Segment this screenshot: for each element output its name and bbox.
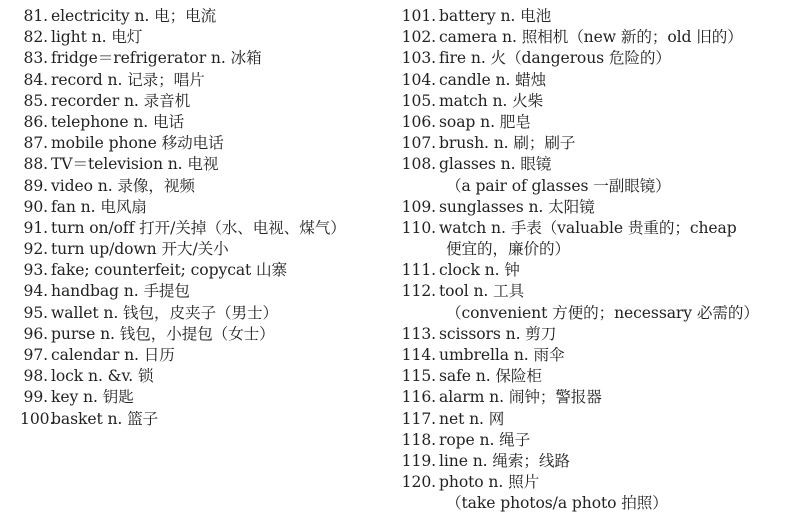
entry-text: battery n. 电池 bbox=[439, 7, 552, 25]
entry-continuation: （take photos/a photo 拍照） bbox=[446, 494, 668, 513]
vocab-entry bbox=[400, 324, 796, 345]
entry-text: fan n. 电风扇 bbox=[51, 197, 147, 216]
entry-text: match n. 火柴 bbox=[439, 91, 544, 110]
entry-text: tool n. 工具 bbox=[439, 282, 525, 301]
entry-text: candle n. 蜡烛 bbox=[439, 70, 547, 89]
entry-text: scissors n. 剪刀 bbox=[439, 324, 557, 343]
entry-number: 100. bbox=[20, 409, 55, 428]
vocab-entry bbox=[400, 366, 796, 387]
vocab-entry bbox=[400, 218, 796, 239]
entry-number: 118. bbox=[401, 430, 436, 449]
vocab-entry bbox=[20, 303, 400, 324]
entry-number: 114. bbox=[401, 346, 436, 364]
vocab-entry bbox=[400, 154, 796, 175]
entry-number: 96. bbox=[23, 324, 48, 343]
vocab-entry bbox=[20, 281, 400, 302]
entry-number: 110. bbox=[401, 218, 436, 237]
vocab-entry bbox=[20, 6, 400, 27]
entry-number: 109. bbox=[401, 197, 436, 216]
entry-number: 85. bbox=[23, 91, 48, 110]
entry-text: sunglasses n. 太阳镜 bbox=[439, 197, 595, 216]
vocab-entry bbox=[400, 430, 796, 451]
entry-number: 86. bbox=[23, 112, 48, 131]
entry-text: basket n. 篮子 bbox=[51, 409, 159, 428]
entry-number: 107. bbox=[401, 134, 436, 153]
entry-text: recorder n. 录音机 bbox=[51, 91, 191, 110]
vocab-entry bbox=[20, 345, 400, 366]
vocab-entry bbox=[20, 27, 400, 48]
vocab-entry bbox=[400, 472, 796, 493]
entry-continuation: （convenient 方便的；necessary 必需的） bbox=[446, 303, 759, 322]
entry-number: 92. bbox=[23, 240, 48, 259]
entry-text: record n. 记录；唱片 bbox=[51, 70, 205, 89]
vocab-entry bbox=[20, 48, 400, 69]
entry-text: TV＝television n. 电视 bbox=[51, 155, 219, 174]
entry-text: camera n. 照相机（new 新的；old 旧的） bbox=[439, 28, 743, 47]
entry-text: telephone n. 电话 bbox=[51, 112, 184, 131]
vocab-entry bbox=[400, 112, 796, 133]
vocabulary-column-right bbox=[400, 6, 796, 515]
vocab-entry bbox=[20, 91, 400, 112]
entry-text: lock n. &v. 锁 bbox=[51, 367, 154, 386]
entry-text: watch n. 手表（valuable 贵重的；cheap bbox=[439, 218, 737, 237]
entry-text: fridge＝refrigerator n. 冰箱 bbox=[51, 49, 262, 68]
vocab-entry bbox=[400, 409, 796, 430]
vocab-entry bbox=[400, 345, 796, 366]
entry-text: light n. 电灯 bbox=[51, 28, 143, 47]
entry-number: 95. bbox=[23, 303, 48, 322]
entry-text: fake; counterfeit; copycat 山寨 bbox=[51, 261, 288, 280]
entry-number: 97. bbox=[23, 346, 48, 364]
vocab-entry bbox=[400, 6, 796, 27]
entry-number: 111. bbox=[401, 261, 436, 280]
vocab-entry bbox=[20, 218, 400, 239]
entry-number: 116. bbox=[401, 388, 436, 407]
entry-number: 89. bbox=[23, 176, 48, 195]
vocab-entry bbox=[20, 70, 400, 91]
entry-text: line n. 绳索；线路 bbox=[439, 451, 570, 470]
entry-text: fire n. 火（dangerous 危险的） bbox=[439, 49, 671, 68]
entry-number: 102. bbox=[401, 28, 436, 47]
vocab-entry bbox=[20, 112, 400, 133]
vocab-entry bbox=[400, 387, 796, 408]
entry-number: 93. bbox=[23, 261, 48, 280]
entry-text: key n. 钥匙 bbox=[51, 388, 134, 407]
vocab-entry bbox=[20, 176, 400, 197]
entry-number: 82. bbox=[23, 28, 48, 47]
entry-text: alarm n. 闹钟；警报器 bbox=[439, 388, 602, 407]
vocab-entry bbox=[20, 133, 400, 154]
entry-text: video n. 录像，视频 bbox=[51, 176, 195, 195]
vocab-entry bbox=[20, 324, 400, 345]
entry-number: 103. bbox=[401, 49, 436, 68]
vocab-entry bbox=[400, 48, 796, 69]
vocab-entry bbox=[400, 197, 796, 218]
entry-number: 112. bbox=[401, 282, 436, 301]
entry-text: umbrella n. 雨伞 bbox=[439, 346, 565, 364]
entry-text: calendar n. 日历 bbox=[51, 346, 175, 364]
vocab-entry bbox=[20, 239, 400, 260]
entry-text: purse n. 钱包，小提包（女士） bbox=[51, 324, 275, 343]
entry-number: 106. bbox=[401, 112, 436, 131]
entry-number: 83. bbox=[23, 49, 48, 68]
entry-number: 88. bbox=[23, 155, 48, 174]
vocab-entry bbox=[400, 260, 796, 281]
entry-text: turn up/down 开大/关小 bbox=[51, 240, 229, 259]
entry-text: clock n. 钟 bbox=[439, 261, 520, 280]
vocabulary-column-left bbox=[20, 6, 400, 430]
entry-number: 119. bbox=[401, 451, 436, 470]
entry-number: 113. bbox=[401, 324, 436, 343]
entry-text: brush. n. 刷；刷子 bbox=[439, 134, 576, 153]
entry-continuation: （a pair of glasses 一副眼镜） bbox=[446, 176, 671, 195]
vocab-entry bbox=[400, 91, 796, 112]
vocab-entry bbox=[20, 387, 400, 408]
vocab-entry bbox=[20, 154, 400, 175]
entry-text: turn on/off 打开/关掉（水、电视、煤气） bbox=[51, 218, 346, 237]
vocab-entry bbox=[20, 366, 400, 387]
entry-number: 120. bbox=[401, 473, 436, 492]
entry-number: 81. bbox=[23, 7, 48, 25]
entry-number: 115. bbox=[401, 367, 436, 386]
entry-number: 105. bbox=[401, 91, 436, 110]
entry-text: mobile phone 移动电话 bbox=[51, 134, 224, 153]
entry-text: handbag n. 手提包 bbox=[51, 282, 190, 301]
entry-continuation: 便宜的，廉价的） bbox=[446, 240, 570, 259]
entry-text: rope n. 绳子 bbox=[439, 430, 531, 449]
vocab-entry bbox=[20, 409, 400, 430]
entry-text: net n. 网 bbox=[439, 409, 505, 428]
entry-number: 104. bbox=[401, 70, 436, 89]
vocab-entry bbox=[400, 133, 796, 154]
entry-text: wallet n. 钱包，皮夹子（男士） bbox=[51, 303, 278, 322]
entry-number: 101. bbox=[401, 7, 436, 25]
entry-number: 91. bbox=[23, 218, 48, 237]
entry-number: 108. bbox=[401, 155, 436, 174]
vocab-entry bbox=[20, 260, 400, 281]
vocab-entry bbox=[400, 70, 796, 91]
entry-text: electricity n. 电；电流 bbox=[51, 7, 217, 25]
entry-number: 87. bbox=[23, 134, 48, 153]
entry-text: photo n. 照片 bbox=[439, 473, 540, 492]
entry-number: 99. bbox=[23, 388, 48, 407]
entry-number: 84. bbox=[23, 70, 48, 89]
vocab-entry bbox=[400, 27, 796, 48]
entry-text: soap n. 肥皂 bbox=[439, 112, 531, 131]
entry-number: 90. bbox=[23, 197, 48, 216]
vocab-entry bbox=[400, 281, 796, 302]
entry-number: 98. bbox=[23, 367, 48, 386]
vocab-entry bbox=[400, 451, 796, 472]
vocab-entry bbox=[20, 197, 400, 218]
entry-text: safe n. 保险柜 bbox=[439, 367, 542, 386]
entry-number: 117. bbox=[401, 409, 436, 428]
entry-text: glasses n. 眼镜 bbox=[439, 155, 552, 174]
entry-number: 94. bbox=[23, 282, 48, 301]
